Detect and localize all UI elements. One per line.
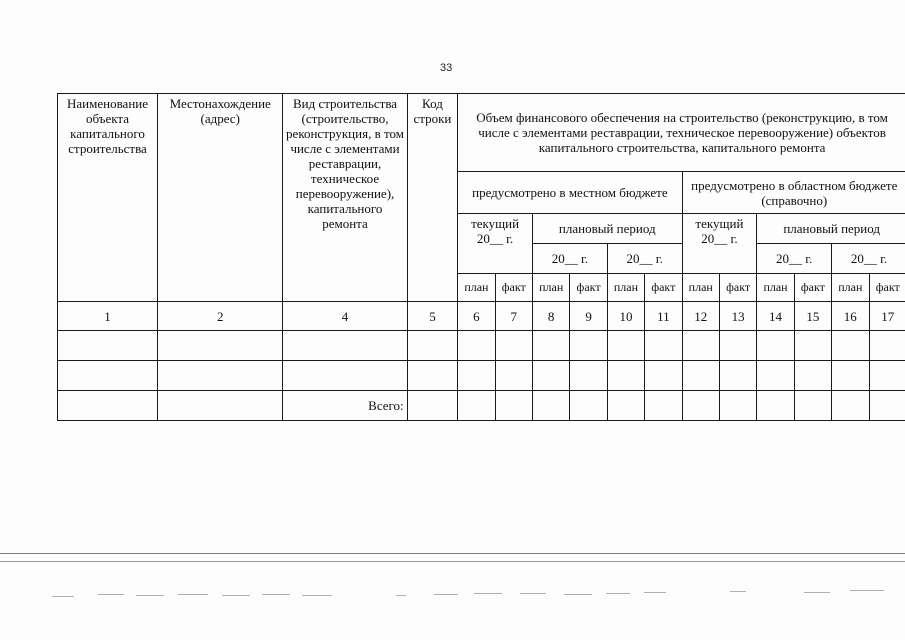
table-cell — [458, 331, 495, 361]
column-number: 14 — [757, 302, 794, 331]
table-cell — [794, 361, 831, 391]
table-cell — [532, 361, 569, 391]
column-number: 13 — [719, 302, 756, 331]
table-cell — [570, 391, 607, 421]
header-plan: план — [458, 274, 495, 302]
header-plan: план — [682, 274, 719, 302]
header-construction-type: Вид строительства (строительство, реконструкция, в том числе с элементами реставрации, техническое перевооружение), капитального ремонта — [283, 94, 407, 302]
header-local-planned-period: плановый период — [532, 214, 682, 244]
dash-mark — [730, 591, 746, 592]
table-cell — [719, 361, 756, 391]
header-row-code: Код строки — [407, 94, 458, 302]
header-local-budget: предусмотрено в местном бюджете — [458, 172, 682, 214]
column-number: 8 — [532, 302, 569, 331]
table-cell — [869, 361, 905, 391]
dash-mark — [262, 594, 290, 595]
table-cell — [645, 361, 682, 391]
table-cell — [407, 361, 458, 391]
table-cell — [869, 331, 905, 361]
header-local-year-2: 20__ г. — [607, 244, 682, 274]
table-cell — [532, 331, 569, 361]
table-cell — [645, 391, 682, 421]
header-regional-planned-period: плановый период — [757, 214, 905, 244]
table-cell — [757, 331, 794, 361]
total-label: Всего: — [283, 391, 407, 421]
table-cell — [607, 361, 644, 391]
table-cell — [158, 331, 283, 361]
header-fact: факт — [719, 274, 756, 302]
dash-mark — [474, 593, 502, 594]
table-cell — [832, 391, 869, 421]
table-cell — [458, 391, 495, 421]
table-cell — [158, 391, 283, 421]
column-number: 9 — [570, 302, 607, 331]
dash-mark — [396, 595, 406, 596]
dash-mark — [804, 592, 830, 593]
header-location: Местонахождение (адрес) — [158, 94, 283, 302]
table-cell — [407, 331, 458, 361]
header-plan: план — [532, 274, 569, 302]
header-fact: факт — [794, 274, 831, 302]
table-cell — [58, 361, 158, 391]
column-number: 11 — [645, 302, 682, 331]
dash-mark — [606, 593, 630, 594]
table-row — [58, 331, 905, 361]
table-cell — [682, 391, 719, 421]
table-cell — [607, 391, 644, 421]
header-fact: факт — [495, 274, 532, 302]
table-cell — [58, 391, 158, 421]
dash-mark — [564, 594, 592, 595]
column-number: 5 — [407, 302, 458, 331]
table-cell — [832, 361, 869, 391]
table-cell — [283, 361, 407, 391]
dash-mark — [302, 595, 332, 596]
table-cell — [719, 331, 756, 361]
column-number: 1 — [58, 302, 158, 331]
table-cell — [682, 331, 719, 361]
table-cell — [407, 391, 458, 421]
table-cell — [283, 331, 407, 361]
table-cell — [607, 331, 644, 361]
column-number: 2 — [158, 302, 283, 331]
header-fact: факт — [570, 274, 607, 302]
column-number: 4 — [283, 302, 407, 331]
column-number: 7 — [495, 302, 532, 331]
table-cell — [495, 331, 532, 361]
header-local-current-year: текущий 20__ г. — [458, 214, 533, 274]
table-cell — [570, 331, 607, 361]
table-cell — [832, 331, 869, 361]
header-plan: план — [757, 274, 794, 302]
table-cell — [495, 361, 532, 391]
dash-mark — [222, 595, 250, 596]
table-cell — [495, 391, 532, 421]
page-separator-line — [0, 553, 905, 554]
table-cell — [58, 331, 158, 361]
table-cell — [794, 391, 831, 421]
header-regional-year-1: 20__ г. — [757, 244, 832, 274]
dash-mark — [52, 596, 74, 597]
dash-mark — [136, 595, 164, 596]
header-financing-group: Объем финансового обеспечения на строительство (реконструкцию, в том числе с элементами реставрации, техническое перевооружение) объектов капитального строительства, капитального ремонта — [458, 94, 905, 172]
table-cell — [757, 391, 794, 421]
column-number: 16 — [832, 302, 869, 331]
column-number: 12 — [682, 302, 719, 331]
dash-mark — [434, 594, 458, 595]
header-fact: факт — [869, 274, 905, 302]
dash-mark — [850, 590, 884, 591]
table-cell — [458, 361, 495, 391]
column-number: 10 — [607, 302, 644, 331]
table-cell — [158, 361, 283, 391]
header-row-1 — [58, 94, 905, 172]
financing-table — [57, 93, 905, 421]
header-regional-year-2: 20__ г. — [832, 244, 905, 274]
table-cell — [570, 361, 607, 391]
table-cell — [794, 331, 831, 361]
header-object-name: Наименование объекта капитального строительства — [58, 94, 158, 302]
dash-mark — [178, 594, 208, 595]
column-number: 6 — [458, 302, 495, 331]
total-row — [58, 391, 905, 421]
header-local-year-1: 20__ г. — [532, 244, 607, 274]
column-number: 15 — [794, 302, 831, 331]
table-cell — [682, 361, 719, 391]
header-regional-budget: предусмотрено в областном бюджете (справочно) — [682, 172, 905, 214]
dash-mark — [520, 593, 546, 594]
page-number: 33 — [440, 62, 453, 74]
table-cell — [869, 391, 905, 421]
header-plan: план — [607, 274, 644, 302]
table-row — [58, 361, 905, 391]
header-regional-current-year: текущий 20__ г. — [682, 214, 757, 274]
table-cell — [757, 361, 794, 391]
table-cell — [719, 391, 756, 421]
table-cell — [532, 391, 569, 421]
dash-mark — [644, 592, 666, 593]
dash-mark — [98, 594, 124, 595]
column-number-row — [58, 302, 905, 331]
column-number: 17 — [869, 302, 905, 331]
header-plan: план — [832, 274, 869, 302]
table-cell — [645, 331, 682, 361]
page-separator-line — [0, 561, 905, 562]
header-fact: факт — [645, 274, 682, 302]
